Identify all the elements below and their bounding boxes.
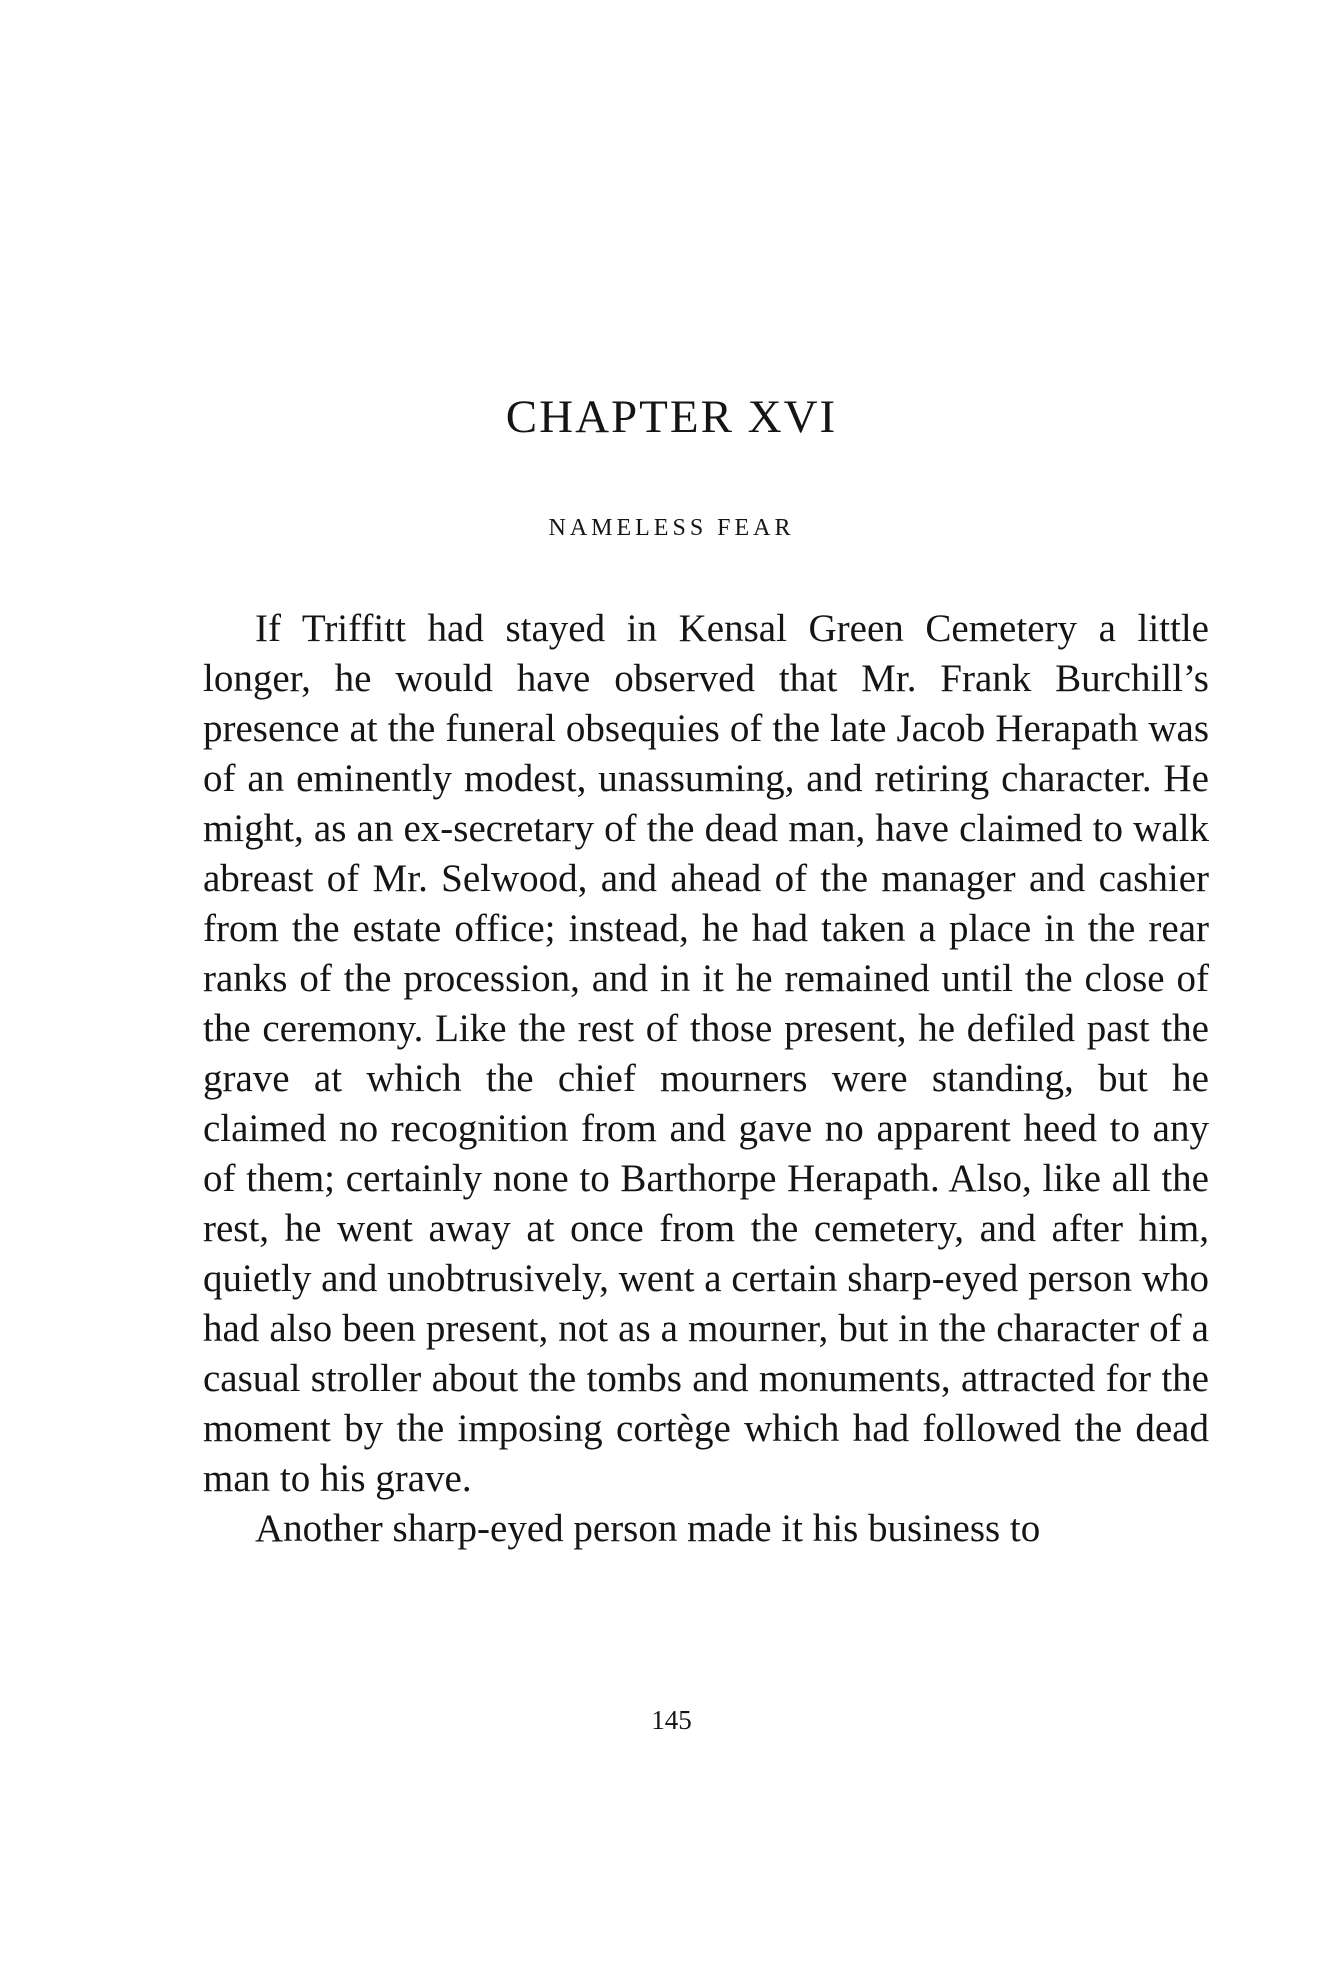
paragraph: If Triffitt had stayed in Kensal Green Cemetery a little longer, he would have observed that Mr. Frank Burchill’s presence at the funeral obsequies of the late Jacob Herapath was of an eminently modest, unassuming, and retiring character. He might, as an ex-secretary of the dead man, have claimed to walk abreast of Mr. Selwood, and ahead of the manager and cashier from the estate office; instead, he had taken a place in the rear ranks of the procession, and in it he remained until the close of the ceremony. Like the rest of those present, he defiled past the grave at which the chief mourners were standing, but he claimed no recognition from and gave no apparent heed to any of them; certainly none to Barthorpe Herapath. Also, like all the rest, he went away at once from the cemetery, and after him, quietly and unobtrusively, went a certain sharp-eyed person who had also been present, not as a mourner, but in the character of a casual stroller about the tombs and monuments, attracted for the moment by the imposing cortège which had followed the dead man to his grave. bbox=[203, 607, 1209, 1500]
page-number: 145 bbox=[651, 1705, 692, 1735]
body-text bbox=[203, 604, 1209, 1554]
chapter-title: CHAPTER XVI bbox=[505, 391, 838, 443]
chapter-subtitle: NAMELESS FEAR bbox=[548, 515, 795, 541]
paragraph: Another sharp-eyed person made it his business to bbox=[255, 1507, 1041, 1550]
